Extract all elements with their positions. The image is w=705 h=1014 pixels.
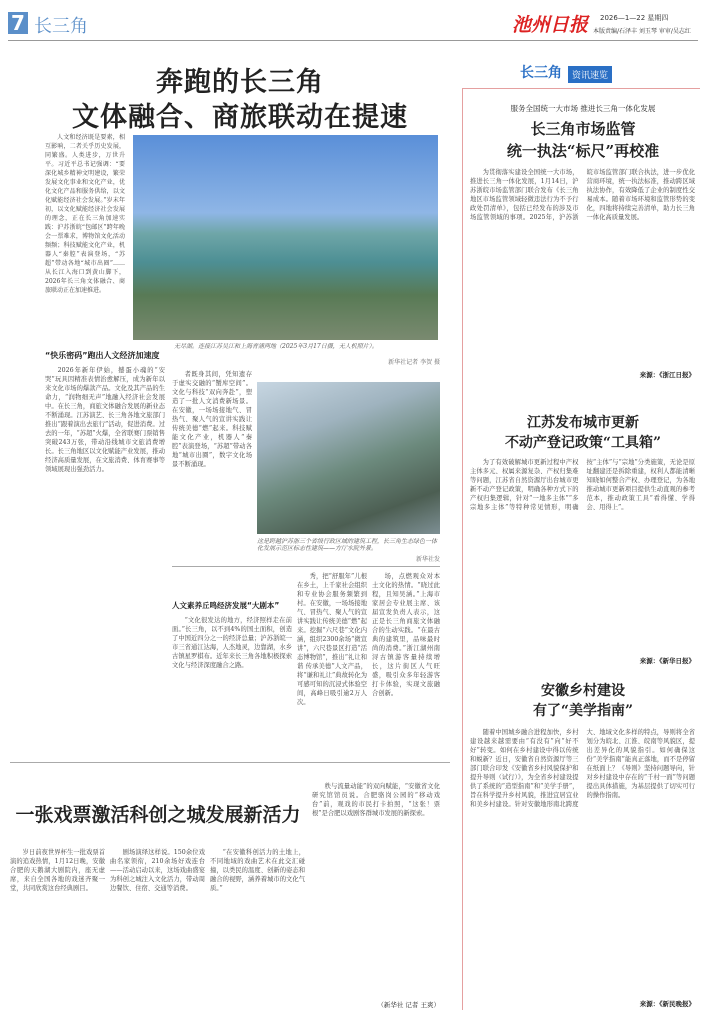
article-col-5: 场，点燃观众对本土文化的热情。“晓过此程，且知吴涵。”上海市家居会专业展主席、该届宣发负责人表示，这正是长三角商旅文体融合的生动实践。“在最古典的建筑里，品味最时尚的消费。”浙江湖州南浔古镇游客量持续增长，这片街区人气旺盛，吸引众多年轻游客打卡体验，实现文旅融合创新。	[372, 573, 440, 697]
photo2-credit: 新华社发	[415, 556, 440, 563]
a2-body: 为了有效破解城市更新过程中产权主体多元、权属来源复杂、产权归集难等问题，江苏省自然资源厅出台城市更新不动产登记政策，明确各种方式下的产权归集逻辑，针对“一地多主体”“多宗地多主体”等特种常见情形，明确按“主体”与“宗地”分类施策，无论是原址翻建还是拆除重建，权利人都能清晰知晓如何整合产权、办理登记，为各地推动城市更新项目提供生动直观的参考范本，推动政策工具“看得懂、学得会、用得上”。	[470, 459, 695, 511]
bottom-col-3: “在安徽科创活力的土地上，不同地域的戏曲艺术在此交汇碰撞，以类民的温度、创新的姿态和融合的视野，涵养着城市的文化气质。”	[210, 849, 305, 892]
column-tag: 资讯速览	[568, 66, 612, 83]
intro-text: 人文和经济既是要素，相互影响，二者关乎历史发展，同繁盛。人类进步，万世升平。习近平总书记强调：“要深化城乡精神文明建设，繁荣发展文化事业和文化产业，优化文化产品和服务供给，以文化赋能经济社会发展。”岁末年初，以文化赋能经济社会发展的理念，正在长三角加速实践：沪苏浙皖“包邮区”跨年晚会一票难求，博物馆文化活动频频；科技赋能文化产业，机器人“秦腔”表演登场，“苏超”带动各地“城市出圈”……从长江入海口到黄山脚下，2026年长三角文体融合、商旅联动正在加速推进。	[45, 134, 125, 294]
a1-source: 来源：《浙江日报》	[639, 371, 695, 379]
article-col-4: “文化很发达的地方，经济照样走在前面。”长三角，以不到4%的国土面积，创造了中国近四分之一的经济总量；沪苏浙皖一市三省通江达海，人杰地灵，边靠湖，水乡古镇星罗棋布。近年来长三角各地积极探索文化与经济深度融合之路。	[172, 617, 292, 669]
a1-body: 为贯彻落实建设全国统一大市场，推进长三角一体化发展，1月14日，沪苏浙皖市场监管部门联合发布《长三角地区市场监管领域轻微违法行为不予行政处罚清单》，包括已经发布的涉及市场监管领域的事项。2025年，沪苏浙皖市场监管部门联合执法，进一步优化营商环境，统一执法标准，推动跨区域执法协作，有效降低了企业的制度性交易成本。随着市场环境和监管形势的变化，四地将持续完善清单，助力长三角一体化高质量发展。	[470, 169, 695, 221]
building-photo	[257, 382, 440, 534]
main-title-line1: 奔跑的长三角	[156, 67, 324, 98]
bottom-col-2: 剧场演绎这样说。150余位戏曲名家领衔，210余场好戏连台——活动启动以来，这场戏曲盛宴为科创之城注入文化活力，带动周边餐饮、住宿、交通等消费。	[110, 849, 205, 892]
photo2-caption: 这是跨越沪苏浙三个省级行政区域的建筑工程，长三角生态绿色一体化发展示范区标志性建筑——方厅水院外景。	[257, 538, 438, 552]
a2-title-2: 不动产登记政策“工具箱”	[504, 435, 662, 451]
a2-source: 来源：《新华日报》	[639, 657, 695, 665]
a2-title-1: 江苏发布城市更新	[527, 415, 639, 431]
photo1-credit: 新华社记者 李贺 摄	[388, 359, 440, 366]
section-name: 长三角	[34, 16, 88, 37]
photo1-caption: 无尽湖。连接江苏吴江和上海青浦两地（2025年3月17日摄，无人机照片）。	[174, 343, 378, 350]
article-col-3: 秀，把“舒服年”儿根在乡土，上千家社会组织和专业协会服务频繁到村。在安徽，一场场接地气、冒热气、聚人气的宣讲实践让传统美德“燃”起来。挖掘“六尺巷”文化内涵，组织2300余场“微宣讲”，六尺巷景区打造“活态博物馆”，推出“礼让和谐 传承美德”人文产品，将“谦和礼让”典故转化为可感可知的沉浸式体验空间，高峰日吸引逾2万人次。	[297, 573, 367, 706]
column-logo: 长三角	[520, 65, 562, 81]
a3-body: 随着中国城乡融合进程加快，乡村建设越来越需要由“有没有”向“好不好”转变。如何在乡村建设中得以传统和蜕新？近日，安徽省自然资源厅等三部门联合印发《安徽省乡村风貌保护和提升导则（试行）》，为全省乡村建设提供了系统的“造型指南”和“美学手册”，旨在科学提升乡村风貌，推进宜居宜业和美乡村建设。针对安徽地形南北跨度大、地域文化多样的特点，导则将全省划分为皖北、江淮、皖南等风貌区，提出差异化的风貌指引。如何确保这份“美学指南”能真正落地，而不是停留在纸面上？《导则》坚持问题导向，针对乡村建设中存在的“千村一面”等问题提出具体措施，为基层提供了切实可行的操作指南。	[470, 729, 695, 808]
bottom-col-1: 岁日前夜世界杯生一批戏票首演的追戏热情，1月12日晚，安徽合肥的天鹅湖大剧院内，座无虚席，来自全国各地的戏迷齐聚一堂，共同欣赏这台经典剧目。	[10, 849, 105, 892]
a3-title-1: 安徽乡村建设	[541, 683, 625, 699]
a1-kicker: 服务全国统一大市场 推进长三角一体化发展	[510, 104, 656, 113]
page-number: 7	[8, 12, 28, 34]
bottom-divider	[10, 762, 450, 763]
divider	[172, 566, 440, 567]
a3-source: 来源：《新民晚报》	[639, 1000, 695, 1008]
subheading-2: 人文素养丘鸣经济发展“大剧本”	[172, 601, 280, 610]
lake-aerial-photo	[133, 135, 438, 340]
a1-title-1: 长三角市场监管	[530, 120, 636, 138]
editors-line: 本版责编/石泽丰 刘玉琴 审审/吴志红	[593, 28, 691, 35]
subheading-1: “快乐密码”跑出人文经济加速度	[45, 351, 160, 360]
bottom-col-4: 秩与流量动能”的双向赋能，“安徽省文化研究馆馆员说。合肥骆岗公园的“移动戏台”前，观戏的市民打卡拍照，“这张！票根”是合肥以戏剧客群城市发展的新探索。	[312, 783, 440, 817]
newspaper-logo: 池州日报	[512, 14, 589, 36]
issue-date: 2026—1—22 星期四	[600, 14, 669, 22]
a3-title-2: 有了“美学指南”	[532, 703, 634, 719]
a1-title-2: 统一执法“标尺”再校准	[506, 142, 660, 160]
bottom-article-title: 一张戏票激活科创之城发展新活力	[15, 804, 301, 826]
header-divider	[8, 40, 698, 41]
article-col-2: 者既身其间，凭知遗存于虚实交融的“蟹库空间”。文化与科技“双向奔赴”，塑造了一批人文消费新场景。在安徽，一场场接地气、冒热气、聚人气的宣讲实践让传统美德“燃”起来。科技赋能文化产业，机器人“秦腔”表演登场，“苏超”带动各地“城市出圈”，数字文化场景不断涌现。	[172, 371, 252, 468]
main-title-line2: 文体融合、商旅联动在提速	[72, 102, 408, 133]
article-col-1: 2026年新年伊始，撼蛋小魂的“安哭”玩具因精准表情治愈解压，成为新年以来文化市场的爆款产品。文化及其产品的生命力，“润物细无声”地融入经济社会发展中。在长三角，商旅文体融合发展的新业态不断涌现。江苏演艺、长三角各地文旅部门推出“跟着演出去旅行”活动，促进消费。过去的一年，“苏超”火爆，全省联赛门票销售突破243万张，带动沿线城市文旅消费增长。长三角地区以文化赋能产业发展，推动经济高质量发展，在文旅消费、体育赛事等领域展现出强劲活力。	[45, 367, 165, 473]
bottom-source: （新华社 记者 王爽）	[377, 1001, 440, 1009]
